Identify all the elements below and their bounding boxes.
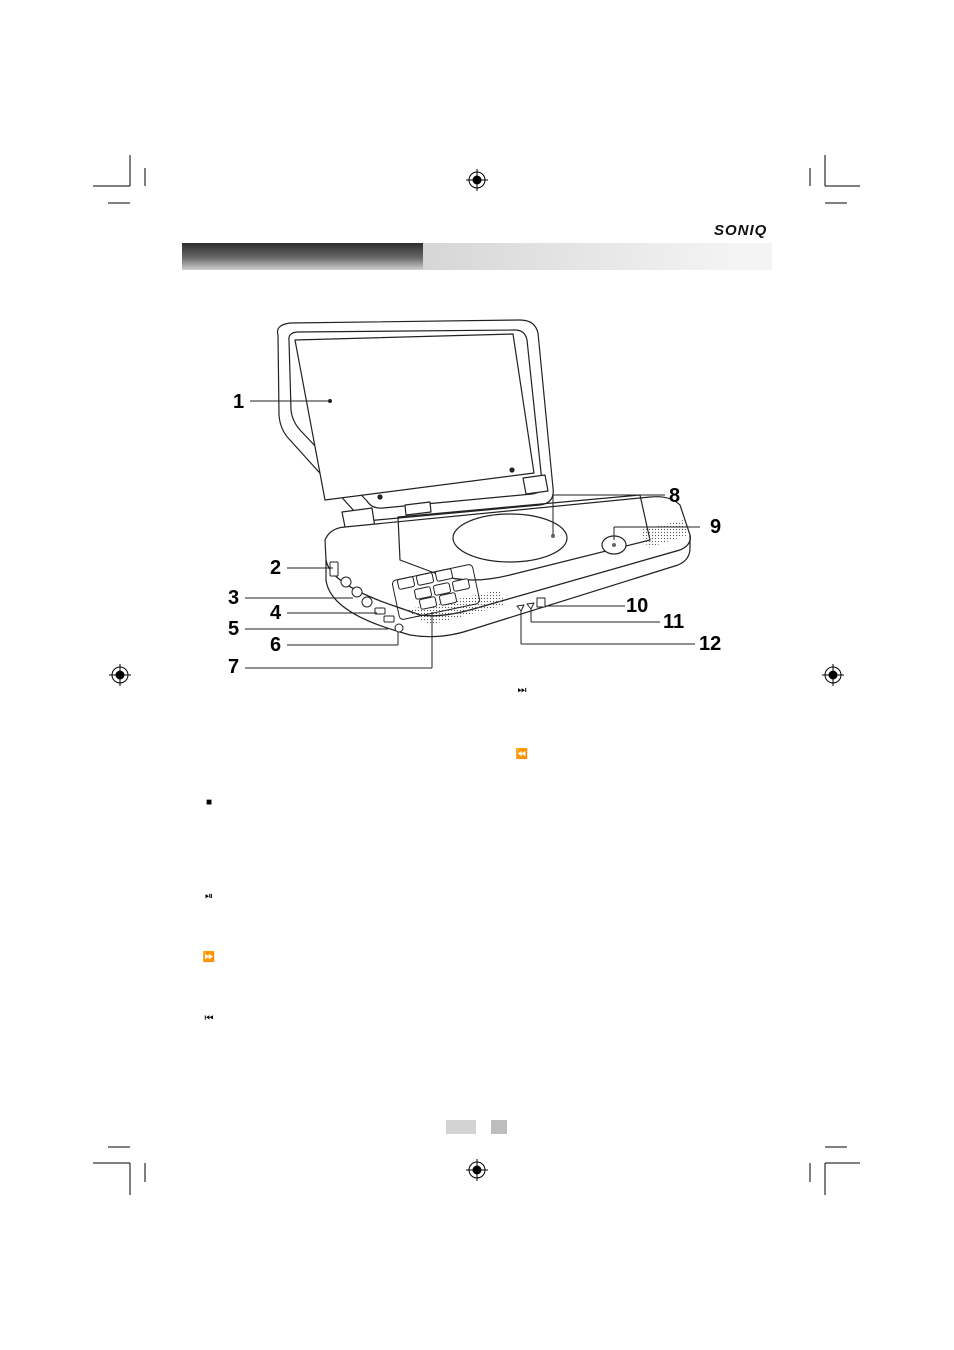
callout-6: 6: [270, 634, 282, 656]
callout-2: 2: [270, 557, 282, 579]
callout-10: 10: [626, 595, 649, 617]
crop-mark-top-left: [93, 155, 145, 203]
play-pause-icon: ⏯: [205, 891, 213, 902]
callout-9: 9: [710, 516, 722, 538]
crop-mark-top-right: [810, 155, 860, 203]
callout-5: 5: [228, 618, 240, 640]
registration-mark-bottom: [466, 1159, 488, 1181]
registration-mark-top: [466, 169, 488, 191]
brand-logo: SONIQ: [714, 222, 768, 239]
stop-icon: ■: [205, 797, 213, 808]
callout-12: 12: [699, 633, 722, 655]
page-number-box-right: [491, 1120, 507, 1134]
crop-mark-bottom-left: [93, 1147, 145, 1195]
callout-11: 11: [663, 611, 685, 633]
callout-7: 7: [228, 656, 240, 678]
callout-3: 3: [228, 587, 240, 609]
fast-forward-icon: ⏩: [202, 952, 216, 963]
callout-1: 1: [233, 391, 245, 413]
crop-mark-bottom-right: [810, 1147, 860, 1195]
rewind-icon: ⏪: [515, 749, 529, 760]
previous-icon: ⏮: [204, 1013, 214, 1024]
registration-mark-left: [109, 664, 131, 686]
dvd-player-illustration: [278, 320, 691, 637]
callout-4: 4: [270, 602, 282, 624]
next-icon: ⏭: [517, 685, 527, 696]
registration-mark-right: [822, 664, 844, 686]
page-number-box-left: [446, 1120, 476, 1134]
callout-8: 8: [669, 485, 681, 507]
screen: [295, 334, 534, 500]
disc-window: [453, 514, 567, 562]
